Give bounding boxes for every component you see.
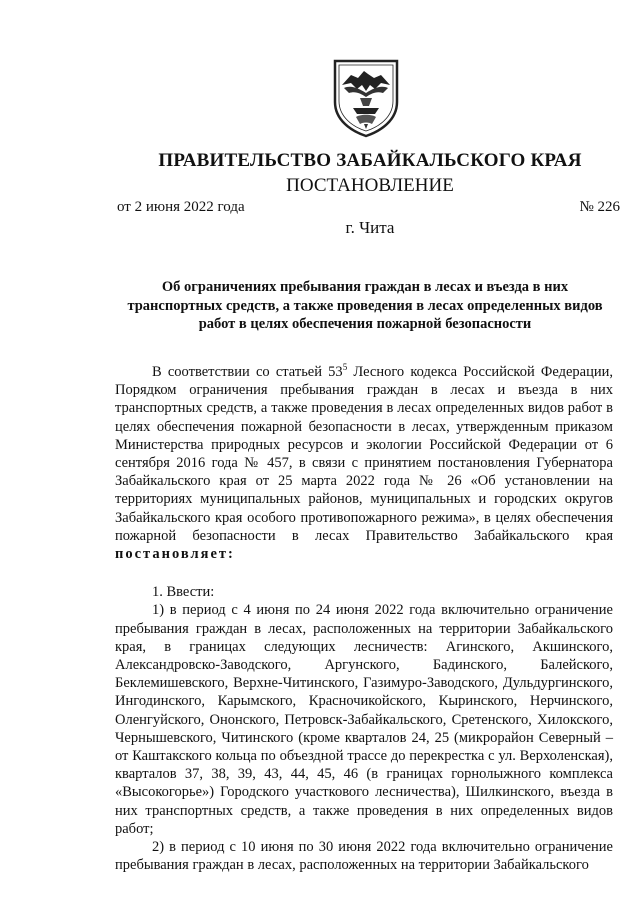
item-1-subitem-2: 2) в период с 10 июня по 30 июня 2022 года включительно ограничение пребывания граждан в лесах, расположенных на территории Забайкальского	[115, 839, 613, 874]
preamble-rest: Лесного кодекса Российской Федерации, Порядком ограничения пребывания граждан в лесах и въезда в них транспортных средств, а также проведения в лесах определенных видов работ в целях обеспечения пожарной безопасности в лесах, утвержденным приказом Министерства природных ресурсов и экологии Российской Федерации от 6 сентября 2016 года № 457, в связи с принятием постановления Губернатора Забайкальского края от 25 марта 2022 года № 26 «Об установлении на территориях муниципальных районов, муниципальных и городских округов Забайкальского края особого противопожарного режима», в целях обеспечения пожарной безопасности в лесах Правительство Забайкальского края	[115, 364, 613, 544]
preamble-start: В соответствии со статьей 53	[152, 364, 343, 380]
document-number: № 226	[579, 199, 620, 215]
document-title: Об ограничениях пребывания граждан в лесах и въезда в них транспортных средств, а также проведения в лесах определенных видов работ в целях обеспечения пожарной безопасности	[127, 279, 603, 332]
item-1-subitem-1: 1) в период с 4 июня по 24 июня 2022 года включительно ограничение пребывания граждан в лесах, расположенных на территории Забайкальского края, в границах следующих лесничеств: Агинского, Акшинского, Александровско-Заводского, Аргунского, Бадинского, Балейского, Беклемишевского, Верхне-Читинского, Газимуро-Заводского, Дульдургинского, Ингодинского, Карымского, Красночикойского, Кыринского, Нерчинского, Оленгуйского, Ононского, Петровск-Забайкальского, Сретенского, Хилокского, Чернышевского, Читинского (кроме кварталов 24, 25 (микрорайон Северный – от Каштакского кольца по объездной трассе до перекрестка с ул. Верхоленская), кварталов 37, 38, 39, 43, 44, 45, 46 (в границах горнолыжного комплекса «Высокогорье») Городского участкового лесничества), Шилкинского, въезда в них транспортных средств, а также проведения в них определенных видов работ;	[115, 602, 613, 837]
city-name: г. Чита	[345, 218, 395, 237]
document-type: ПОСТАНОВЛЕНИЕ	[286, 175, 454, 196]
document-date: от 2 июня 2022 года	[117, 199, 245, 215]
coat-of-arms-emblem	[331, 58, 401, 138]
resolves-word: постановляет:	[115, 546, 235, 563]
preamble-paragraph	[115, 363, 613, 563]
article-superscript: 5	[342, 362, 348, 372]
document-body	[115, 363, 613, 874]
item-1: 1. Ввести:	[152, 584, 215, 601]
government-name: ПРАВИТЕЛЬСТВО ЗАБАЙКАЛЬСКОГО КРАЯ	[158, 150, 582, 171]
